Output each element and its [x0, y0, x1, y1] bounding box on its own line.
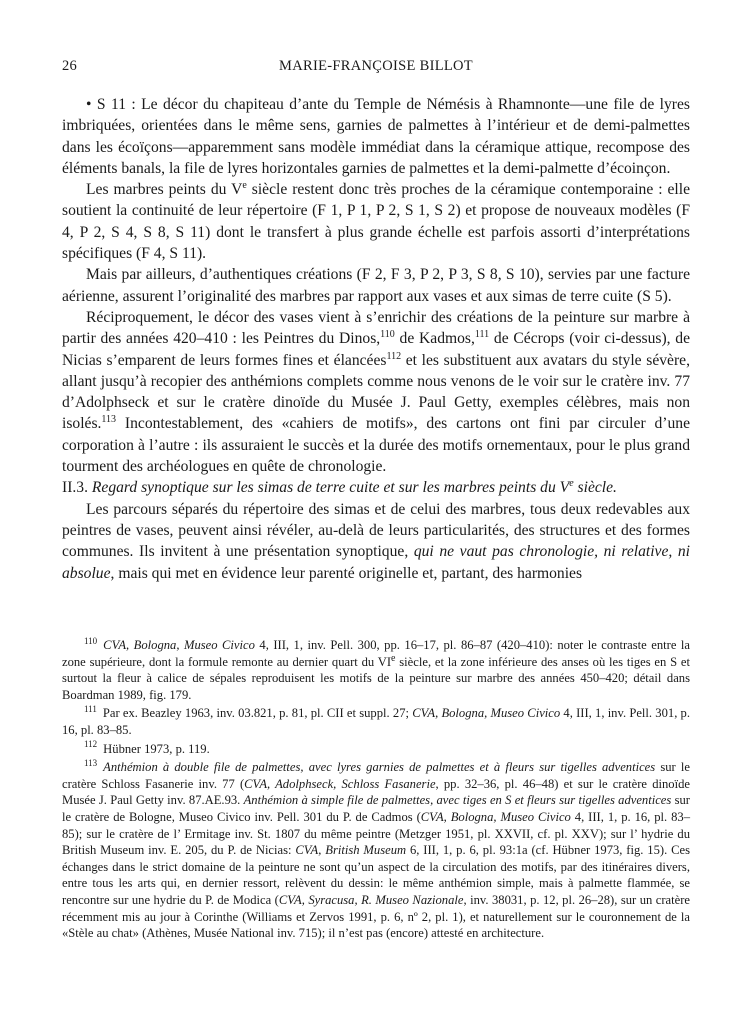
- superscript: e: [242, 180, 247, 191]
- text-run: siècle.: [573, 479, 617, 497]
- text-run: sur le cratère Schloss Fasanerie inv. 77 (: [62, 760, 690, 791]
- text-run: 4, III, 1, p. 16, pl. 83–85); sur le cratère de l’ Ermitage inv. St. 1807 du même peintre (Metzger 1951, pl. XXVII, cf. pl. XXV); sur l’ hydrie du British Museum inv. E. 205, du P. de Nicias:: [62, 809, 691, 858]
- footnotes: [62, 637, 690, 944]
- text-run: sur le cratère de Bologne, Museo Civico inv. Pell. 301 du P. de Cadmos (: [62, 793, 690, 824]
- citation: CVA, Syracusa, R. Museo Nazionale: [278, 892, 464, 907]
- footnote-number: 110: [84, 635, 98, 646]
- text-run: Réciproquement, le décor des vases vient à s’enrichir des créations de la peinture sur marbre à partir des années 420–410 : les Peintres du Dinos,: [62, 308, 690, 348]
- emphasis: qui ne vaut pas chronologie, ni relative, ni absolue: [62, 543, 691, 582]
- citation: CVA, British Museum: [295, 843, 407, 858]
- running-head: [62, 58, 690, 80]
- paragraph-reciproquement: [62, 307, 690, 477]
- text-run: 6, III, 1, p. 6, pl. 93:1a (cf. Hübner 1973, fig. 15). Ces échanges dans le strict domaine de la peinture ne sont qu’un aspect de la circulation des motifs, par des itinéraires divers, entre tous les arts qui, en dernier ressort, relèvent du dessin: le même anthémion simple, mais à palmette flammée, se rencontre sur une hydrie du P. de Modica (: [62, 843, 690, 907]
- footnote-110: [62, 637, 690, 703]
- text-run: de Kadmos,: [394, 330, 475, 348]
- paragraph-s11: • S 11 : Le décor du chapiteau d’ante du Temple de Némésis à Rhamnonte—une file de lyres imbriquées, orientées dans le même sens, garnies de palmettes à l’intérieur et de demi-palmettes dans les écoïçons—apparemment sans modèle immédiat dans la céramique attique, recompose des éléments banals, la file de lyres horizontales garnies de palmettes et la demi-palmette d’écoinçon.: [62, 96, 690, 177]
- text-run: siècle, et la zone inférieure des anses où les tiges en S et surtout la fleur à calice de sépales reproduisent les motifs de la peinture sur marbre des années 450–420; détail dans Boardman 1989, fig. 179.: [62, 654, 690, 702]
- citation: CVA, Bologna, Museo Civico: [412, 706, 561, 721]
- text-run: Incontestablement, des «cahiers de motifs», des cartons ont fini par circuler d’une corporation à l’autre : ils assuraient le succès et la durée des motifs ornementaux, pour le plus grand tourment des archéologues en quête de chronologie.: [62, 415, 690, 476]
- paragraph-marbres: [62, 179, 690, 264]
- paragraph-parcours: [62, 499, 690, 584]
- text-run: , mais qui met en évidence leur parenté originelle et, partant, des harmonies: [110, 564, 583, 582]
- paragraph-creations: Mais par ailleurs, d’authentiques créations (F 2, F 3, P 2, P 3, S 8, S 10), servies par une facture aérienne, assurent l’originalité des marbres par rapport aux vases et aux simas de terre cuite (S 5).: [62, 266, 690, 305]
- text-run: Par ex. Beazley 1963, inv. 03.821, p. 81, pl. CII et suppl. 27;: [102, 706, 413, 721]
- text-run: 4, III, 1, inv. Pell. 301, p. 16, pl. 83–85.: [62, 706, 691, 737]
- citation: Anthémion à double file de palmettes, avec lyres garnies de palmettes et à fleurs sur tigelles adventices: [103, 760, 656, 775]
- text-run: Les parcours séparés du répertoire des simas et de celui des marbres, tous deux redevables aux peintres de vases, peuvent ainsi révéler, au-delà de leurs particularités, des structures et des formes communes. Ils invitent à une présentation synoptique,: [62, 500, 690, 561]
- footnote-number: 112: [84, 739, 98, 750]
- page-number: 26: [62, 58, 78, 74]
- footnote-ref-110[interactable]: 110: [380, 329, 395, 341]
- text-run: Hübner 1973, p. 119.: [103, 741, 210, 756]
- superscript: e: [569, 478, 574, 490]
- superscript: e: [391, 652, 396, 664]
- footnote-112: [62, 741, 690, 758]
- section-heading: [62, 477, 690, 498]
- citation: CVA, Adolphseck, Schloss Fasanerie: [244, 776, 436, 791]
- text-run: 4, III, 1, inv. Pell. 300, pp. 16–17, pl. 86–87 (420–410): noter le contraste entre la zone supérieure, dont la formule remonte au dernier quart du VI: [62, 638, 691, 669]
- page: [62, 58, 690, 584]
- text-run: Regard synoptique sur les simas de terre cuite et sur les marbres peints du V: [91, 479, 570, 497]
- section-title: [92, 479, 617, 496]
- text-run: et les substituent aux avatars du style sévère, allant jusqu’à recopier des anthémions complets comme nous venons de le voir sur le cratère inv. 77 d’Adolphseck et sur le cratère dinoïde du Musée J. Paul Getty, exemples célèbres, mais non isolés.: [62, 351, 690, 433]
- footnote-ref-112[interactable]: 112: [386, 350, 402, 362]
- citation: CVA, Bologna, Museo Civico: [420, 809, 571, 824]
- text-run: siècle restent donc très proches de la céramique contemporaine : elle soutient la continuité de leur répertoire (F 1, P 1, P 2, S 1, S 2) et propose de nouveaux modèles (F 4, P 2, S 4, S 8, S 11) dont le transfert à plus grande échelle est parfois assorti d’interprétations spécifiques (F 4, S 11).: [62, 181, 691, 263]
- text-run: de Cécrops (voir ci-dessus), de Nicias s’emparent de leurs formes fines et élancées: [62, 330, 691, 369]
- footnote-ref-113[interactable]: 113: [101, 414, 117, 426]
- footnote-number: 113: [84, 757, 98, 768]
- text-run: Les marbres peints du V: [86, 181, 243, 199]
- body-text: [62, 94, 690, 584]
- running-head-author: MARIE-FRANÇOISE BILLOT: [279, 58, 473, 74]
- section-number: II.3.: [62, 479, 88, 497]
- footnote-number: 111: [84, 704, 97, 715]
- text-run: , inv. 38031, p. 12, pl. 26–28), sur un cratère récemment mis au jour à Corinthe (Williams et Zervos 1991, p. 6, nº 2, pl. 1), et naturellement sur le couronnement de la «Stèle au chat» (Athènes, Musée National inv. 715); il n’est pas (encore) attesté en architecture.: [62, 892, 691, 941]
- citation: Anthémion à simple file de palmettes, avec tiges en S et fleurs sur tigelles adventices: [243, 793, 672, 808]
- text-run: , pp. 32–36, pl. 46–48) et sur le cratère dinoïde Musée J. Paul Getty inv. 87.AE.93.: [62, 776, 690, 808]
- citation: CVA, Bologna, Museo Civico: [103, 638, 255, 652]
- footnote-111: [62, 705, 690, 738]
- footnote-113: [62, 759, 690, 942]
- footnote-ref-111[interactable]: 111: [474, 329, 490, 341]
